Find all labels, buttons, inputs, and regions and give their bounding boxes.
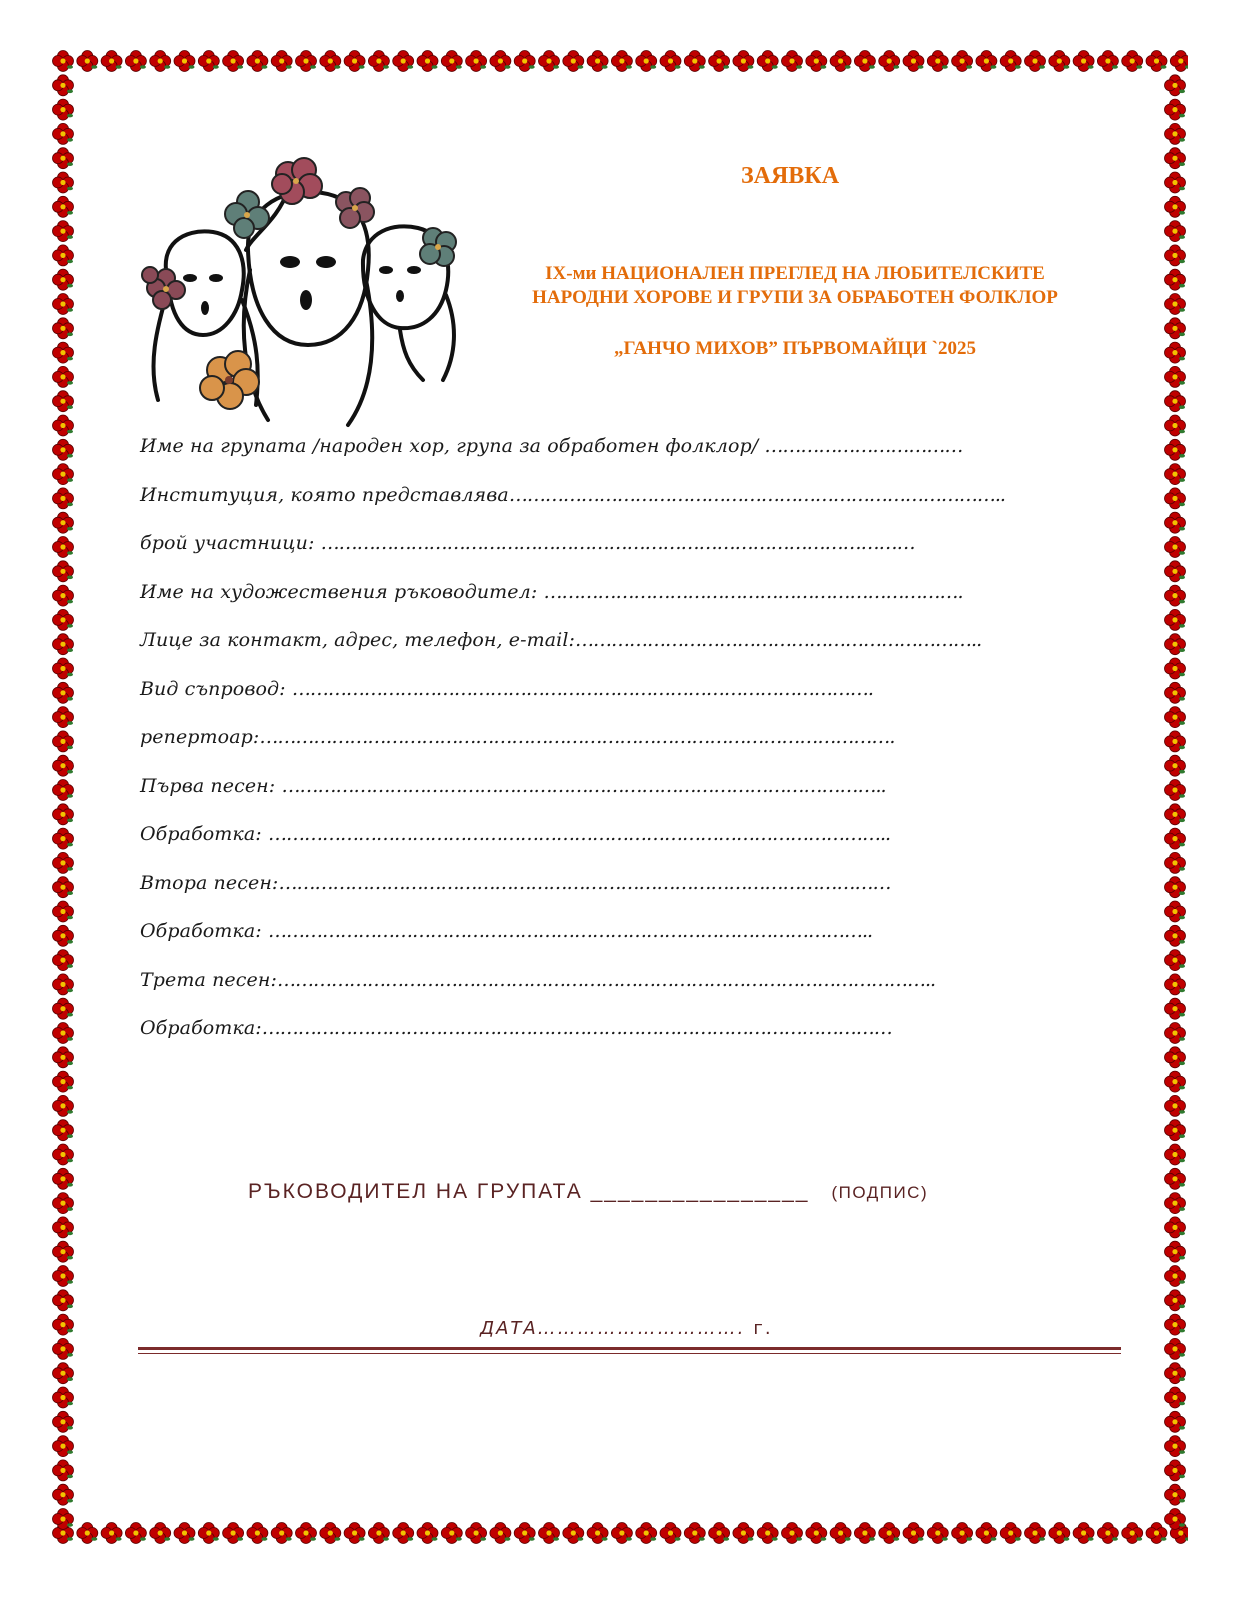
border-flower-icon <box>830 51 851 72</box>
field-blank[interactable]: ………………………………………………………….. <box>575 629 982 651</box>
border-flower-icon <box>53 707 74 728</box>
border-flower-icon <box>344 1523 365 1544</box>
border-flower-icon <box>1165 123 1186 144</box>
border-flower-icon <box>53 1436 74 1457</box>
border-flower-icon <box>684 1523 705 1544</box>
border-flower-icon <box>1165 561 1186 582</box>
border-flower-icon <box>854 51 875 72</box>
field-label: Лице за контакт, адрес, телефон, e-mail: <box>140 629 576 651</box>
border-flower-icon <box>320 1523 341 1544</box>
footer-rule-thin <box>138 1353 1121 1354</box>
border-flower-icon <box>1049 51 1070 72</box>
border-flower-icon <box>417 1523 438 1544</box>
border-flower-icon <box>53 1290 74 1311</box>
date-label: ДАТА…………………………. <box>480 1318 746 1339</box>
border-flower-icon <box>53 196 74 217</box>
border-flower-icon <box>1165 1338 1186 1359</box>
border-flower-icon <box>927 51 948 72</box>
border-flower-icon <box>174 1523 195 1544</box>
field-blank[interactable]: ……………………………………………………………………………………………. <box>259 726 895 748</box>
field-artistic-director[interactable] <box>140 574 1040 623</box>
border-flower-icon <box>1165 342 1186 363</box>
border-flower-icon <box>1165 1047 1186 1068</box>
field-second-song[interactable] <box>140 865 1040 914</box>
border-flower-icon <box>53 731 74 752</box>
border-flower-icon <box>1165 585 1186 606</box>
border-flower-icon <box>830 1523 851 1544</box>
border-flower-icon <box>53 585 74 606</box>
field-label: Институция, която представлява <box>140 483 509 506</box>
border-flower-icon <box>53 245 74 266</box>
border-flower-icon <box>53 294 74 315</box>
field-first-song[interactable] <box>140 768 1040 817</box>
border-flower-icon <box>952 1523 973 1544</box>
field-blank[interactable]: ………………………………………………………………………………………… <box>278 871 891 894</box>
border-flower-icon <box>1165 974 1186 995</box>
field-label: Име на групата /народен хор, група за обработен фолклор/ <box>140 435 765 457</box>
date-line[interactable] <box>480 1318 900 1339</box>
border-flower-icon <box>1165 780 1186 801</box>
border-flower-icon <box>1165 294 1186 315</box>
footer-rule-thick <box>138 1347 1121 1350</box>
border-flower-icon <box>1165 1363 1186 1384</box>
signature-note: (ПОДПИС) <box>831 1183 929 1202</box>
border-flower-icon <box>611 51 632 72</box>
border-flower-icon <box>1000 1523 1021 1544</box>
border-flower-icon <box>1165 1095 1186 1116</box>
border-flower-icon <box>1165 1436 1186 1457</box>
border-flower-icon <box>53 1460 74 1481</box>
border-flower-icon <box>466 1523 487 1544</box>
border-flower-icon <box>782 51 803 72</box>
border-flower-icon <box>77 51 98 72</box>
application-fields <box>140 428 1040 1059</box>
border-flower-icon <box>490 51 511 72</box>
flower-border-bottom <box>50 1520 1188 1546</box>
border-flower-icon <box>1165 1144 1186 1165</box>
border-flower-icon <box>1165 439 1186 460</box>
field-label: репертоар: <box>140 726 260 748</box>
border-flower-icon <box>1165 172 1186 193</box>
border-flower-icon <box>198 1523 219 1544</box>
border-flower-icon <box>490 1523 511 1544</box>
border-flower-icon <box>1165 901 1186 922</box>
border-flower-icon <box>1000 51 1021 72</box>
border-flower-icon <box>198 51 219 72</box>
border-flower-icon <box>757 1523 778 1544</box>
date-suffix: г. <box>753 1318 773 1339</box>
border-flower-icon <box>1165 245 1186 266</box>
border-flower-icon <box>1165 1460 1186 1481</box>
border-flower-icon <box>53 780 74 801</box>
event-title-line-2: НАРОДНИ ХОРОВЕ И ГРУПИ ЗА ОБРАБОТЕН ФОЛКЛОР <box>532 287 1058 308</box>
field-blank[interactable]: ………………………………………………………………………………………….. <box>267 823 891 845</box>
border-flower-icon <box>53 269 74 290</box>
border-flower-icon <box>514 1523 535 1544</box>
border-flower-icon <box>393 1523 414 1544</box>
border-flower-icon <box>53 1338 74 1359</box>
flower-border-left <box>50 48 76 1546</box>
border-flower-icon <box>952 51 973 72</box>
field-label: Име на художествения ръководител: <box>140 580 544 603</box>
border-flower-icon <box>53 1071 74 1092</box>
border-flower-icon <box>903 51 924 72</box>
border-flower-icon <box>927 1523 948 1544</box>
border-flower-icon <box>1097 1523 1118 1544</box>
border-flower-icon <box>53 1193 74 1214</box>
border-flower-icon <box>1165 1290 1186 1311</box>
border-flower-icon <box>53 99 74 120</box>
field-label: Трета песен: <box>140 968 277 991</box>
border-flower-icon <box>53 1168 74 1189</box>
singing-women-illustration <box>138 150 478 430</box>
border-flower-icon <box>1165 464 1186 485</box>
border-flower-icon <box>539 1523 560 1544</box>
border-flower-icon <box>271 51 292 72</box>
field-blank[interactable]: ……………………………………………………………………………………………….. <box>276 968 936 991</box>
field-label: брой участници: <box>140 532 321 554</box>
border-flower-icon <box>53 1095 74 1116</box>
border-flower-icon <box>53 318 74 339</box>
border-flower-icon <box>1165 925 1186 946</box>
border-flower-icon <box>53 464 74 485</box>
field-blank[interactable]: ……………………………………………………………………………………….. <box>267 920 873 942</box>
border-flower-icon <box>976 1523 997 1544</box>
border-flower-icon <box>223 51 244 72</box>
field-blank[interactable]: ……………………………………………………………………………………… <box>320 532 915 554</box>
border-flower-icon <box>1165 415 1186 436</box>
border-flower-icon <box>368 1523 389 1544</box>
border-flower-icon <box>53 828 74 849</box>
border-flower-icon <box>53 1023 74 1044</box>
border-flower-icon <box>53 901 74 922</box>
border-flower-icon <box>1165 828 1186 849</box>
border-flower-icon <box>806 1523 827 1544</box>
border-flower-icon <box>53 221 74 242</box>
border-flower-icon <box>53 1387 74 1408</box>
border-flower-icon <box>53 1484 74 1505</box>
border-flower-icon <box>1165 609 1186 630</box>
border-flower-icon <box>636 51 657 72</box>
border-flower-icon <box>1122 1523 1143 1544</box>
border-flower-icon <box>611 1523 632 1544</box>
field-label: Обработка: <box>140 823 268 845</box>
border-flower-icon <box>53 804 74 825</box>
border-flower-icon <box>879 51 900 72</box>
border-flower-icon <box>53 148 74 169</box>
field-blank[interactable]: …………………………… <box>764 435 963 457</box>
event-name-year: „ГАНЧО МИХОВ” ПЪРВОМАЙЦИ `2025 <box>613 338 977 359</box>
field-group-name[interactable] <box>140 428 1040 477</box>
signature-line[interactable] <box>248 1180 1048 1204</box>
border-flower-icon <box>539 51 560 72</box>
border-flower-icon <box>53 1314 74 1335</box>
border-flower-icon <box>320 51 341 72</box>
border-flower-icon <box>53 415 74 436</box>
border-flower-icon <box>1165 755 1186 776</box>
border-flower-icon <box>53 1266 74 1287</box>
border-flower-icon <box>247 1523 268 1544</box>
border-flower-icon <box>125 1523 146 1544</box>
border-flower-icon <box>1165 221 1186 242</box>
event-title-line-1: IX-ми НАЦИОНАЛЕН ПРЕГЛЕД НА ЛЮБИТЕЛСКИТЕ <box>545 263 1045 284</box>
border-flower-icon <box>587 51 608 72</box>
border-flower-icon <box>1165 658 1186 679</box>
border-flower-icon <box>1165 998 1186 1019</box>
border-flower-icon <box>125 51 146 72</box>
border-flower-icon <box>733 51 754 72</box>
border-flower-icon <box>53 1411 74 1432</box>
border-flower-icon <box>1097 51 1118 72</box>
border-flower-icon <box>174 51 195 72</box>
border-flower-icon <box>1073 1523 1094 1544</box>
border-flower-icon <box>1165 1509 1186 1530</box>
border-flower-icon <box>53 877 74 898</box>
field-label: Обработка: <box>140 1017 262 1039</box>
border-flower-icon <box>1165 852 1186 873</box>
field-participants-count[interactable] <box>140 525 1040 574</box>
border-flower-icon <box>150 1523 171 1544</box>
border-flower-icon <box>53 342 74 363</box>
border-flower-icon <box>247 51 268 72</box>
border-flower-icon <box>53 1241 74 1262</box>
border-flower-icon <box>53 75 74 96</box>
border-flower-icon <box>514 51 535 72</box>
border-flower-icon <box>1165 512 1186 533</box>
border-flower-icon <box>53 488 74 509</box>
flower-border-right <box>1162 48 1188 1546</box>
border-flower-icon <box>709 51 730 72</box>
field-institution[interactable] <box>140 477 1040 526</box>
border-flower-icon <box>903 1523 924 1544</box>
border-flower-icon <box>417 51 438 72</box>
border-flower-icon <box>296 51 317 72</box>
border-flower-icon <box>660 1523 681 1544</box>
border-flower-icon <box>1165 196 1186 217</box>
field-third-song[interactable] <box>140 962 1040 1011</box>
border-flower-icon <box>53 925 74 946</box>
border-flower-icon <box>1165 877 1186 898</box>
border-flower-icon <box>441 1523 462 1544</box>
border-flower-icon <box>636 1523 657 1544</box>
field-third-arrangement[interactable] <box>140 1010 1040 1059</box>
border-flower-icon <box>733 1523 754 1544</box>
border-flower-icon <box>344 51 365 72</box>
border-flower-icon <box>368 51 389 72</box>
border-flower-icon <box>53 561 74 582</box>
border-flower-icon <box>1165 537 1186 558</box>
border-flower-icon <box>1073 51 1094 72</box>
border-flower-icon <box>1165 1023 1186 1044</box>
field-blank[interactable]: ……………………………………………………………………………………. <box>291 677 873 700</box>
border-flower-icon <box>1165 1484 1186 1505</box>
border-flower-icon <box>441 51 462 72</box>
border-flower-icon <box>1165 99 1186 120</box>
border-flower-icon <box>1165 707 1186 728</box>
border-flower-icon <box>709 1523 730 1544</box>
border-flower-icon <box>150 51 171 72</box>
border-flower-icon <box>782 1523 803 1544</box>
border-flower-icon <box>1165 682 1186 703</box>
field-label: Вид съпровод: <box>140 677 292 700</box>
field-blank[interactable]: ……………………………………………………………………………………….. <box>281 774 886 797</box>
border-flower-icon <box>1165 488 1186 509</box>
field-accompaniment[interactable] <box>140 671 1040 720</box>
border-flower-icon <box>53 123 74 144</box>
border-flower-icon <box>1165 1193 1186 1214</box>
field-first-arrangement[interactable] <box>140 816 1040 865</box>
border-flower-icon <box>53 950 74 971</box>
border-flower-icon <box>296 1523 317 1544</box>
border-flower-icon <box>1165 1387 1186 1408</box>
border-flower-icon <box>757 51 778 72</box>
border-flower-icon <box>1165 731 1186 752</box>
border-flower-icon <box>53 391 74 412</box>
border-flower-icon <box>563 51 584 72</box>
border-flower-icon <box>879 1523 900 1544</box>
border-flower-icon <box>1122 51 1143 72</box>
flower-border-top <box>50 48 1188 74</box>
border-flower-icon <box>53 682 74 703</box>
border-flower-icon <box>1165 366 1186 387</box>
border-flower-icon <box>53 974 74 995</box>
border-flower-icon <box>53 634 74 655</box>
form-title: ЗАЯВКА <box>740 163 840 189</box>
border-flower-icon <box>1049 1523 1070 1544</box>
border-flower-icon <box>1165 75 1186 96</box>
border-flower-icon <box>53 1509 74 1530</box>
border-flower-icon <box>1165 1241 1186 1262</box>
border-flower-icon <box>53 1217 74 1238</box>
border-flower-icon <box>53 755 74 776</box>
border-flower-icon <box>53 658 74 679</box>
border-flower-icon <box>976 51 997 72</box>
border-flower-icon <box>1165 1071 1186 1092</box>
border-flower-icon <box>1165 1120 1186 1141</box>
border-flower-icon <box>53 1363 74 1384</box>
border-flower-icon <box>223 1523 244 1544</box>
border-flower-icon <box>101 51 122 72</box>
border-flower-icon <box>1165 391 1186 412</box>
border-flower-icon <box>393 51 414 72</box>
border-flower-icon <box>1165 318 1186 339</box>
border-flower-icon <box>684 51 705 72</box>
border-flower-icon <box>466 51 487 72</box>
border-flower-icon <box>660 51 681 72</box>
border-flower-icon <box>1165 1314 1186 1335</box>
border-flower-icon <box>1165 804 1186 825</box>
field-label: Втора песен: <box>140 871 279 894</box>
field-second-arrangement[interactable] <box>140 913 1040 962</box>
signature-label: РЪКОВОДИТЕЛ НА ГРУПАТА ________________ <box>248 1180 810 1203</box>
border-flower-icon <box>563 1523 584 1544</box>
border-flower-icon <box>53 172 74 193</box>
border-flower-icon <box>271 1523 292 1544</box>
event-title <box>470 262 1120 310</box>
border-flower-icon <box>1165 1217 1186 1238</box>
border-flower-icon <box>53 852 74 873</box>
border-flower-icon <box>1165 1266 1186 1287</box>
border-flower-icon <box>53 1047 74 1068</box>
border-flower-icon <box>1025 1523 1046 1544</box>
border-flower-icon <box>101 1523 122 1544</box>
border-flower-icon <box>53 998 74 1019</box>
border-flower-icon <box>806 51 827 72</box>
border-flower-icon <box>77 1523 98 1544</box>
border-flower-icon <box>587 1523 608 1544</box>
border-flower-icon <box>1025 51 1046 72</box>
border-flower-icon <box>53 537 74 558</box>
field-repertoire[interactable] <box>140 719 1040 768</box>
field-blank[interactable]: …………………………………………………………………………………………… <box>261 1017 892 1039</box>
border-flower-icon <box>1165 1168 1186 1189</box>
border-flower-icon <box>53 366 74 387</box>
border-flower-icon <box>854 1523 875 1544</box>
field-label: Първа песен: <box>140 774 282 797</box>
border-flower-icon <box>53 1120 74 1141</box>
border-flower-icon <box>1165 1411 1186 1432</box>
border-flower-icon <box>1165 950 1186 971</box>
field-contact[interactable] <box>140 622 1040 671</box>
border-flower-icon <box>1165 269 1186 290</box>
border-flower-icon <box>53 609 74 630</box>
border-flower-icon <box>53 1144 74 1165</box>
border-flower-icon <box>1165 634 1186 655</box>
field-blank[interactable]: ……………………………………………………………………….. <box>508 483 1005 506</box>
border-flower-icon <box>53 512 74 533</box>
border-flower-icon <box>1165 148 1186 169</box>
border-flower-icon <box>53 439 74 460</box>
field-label: Обработка: <box>140 920 268 942</box>
field-blank[interactable]: ……………………………………………………………. <box>543 580 963 603</box>
